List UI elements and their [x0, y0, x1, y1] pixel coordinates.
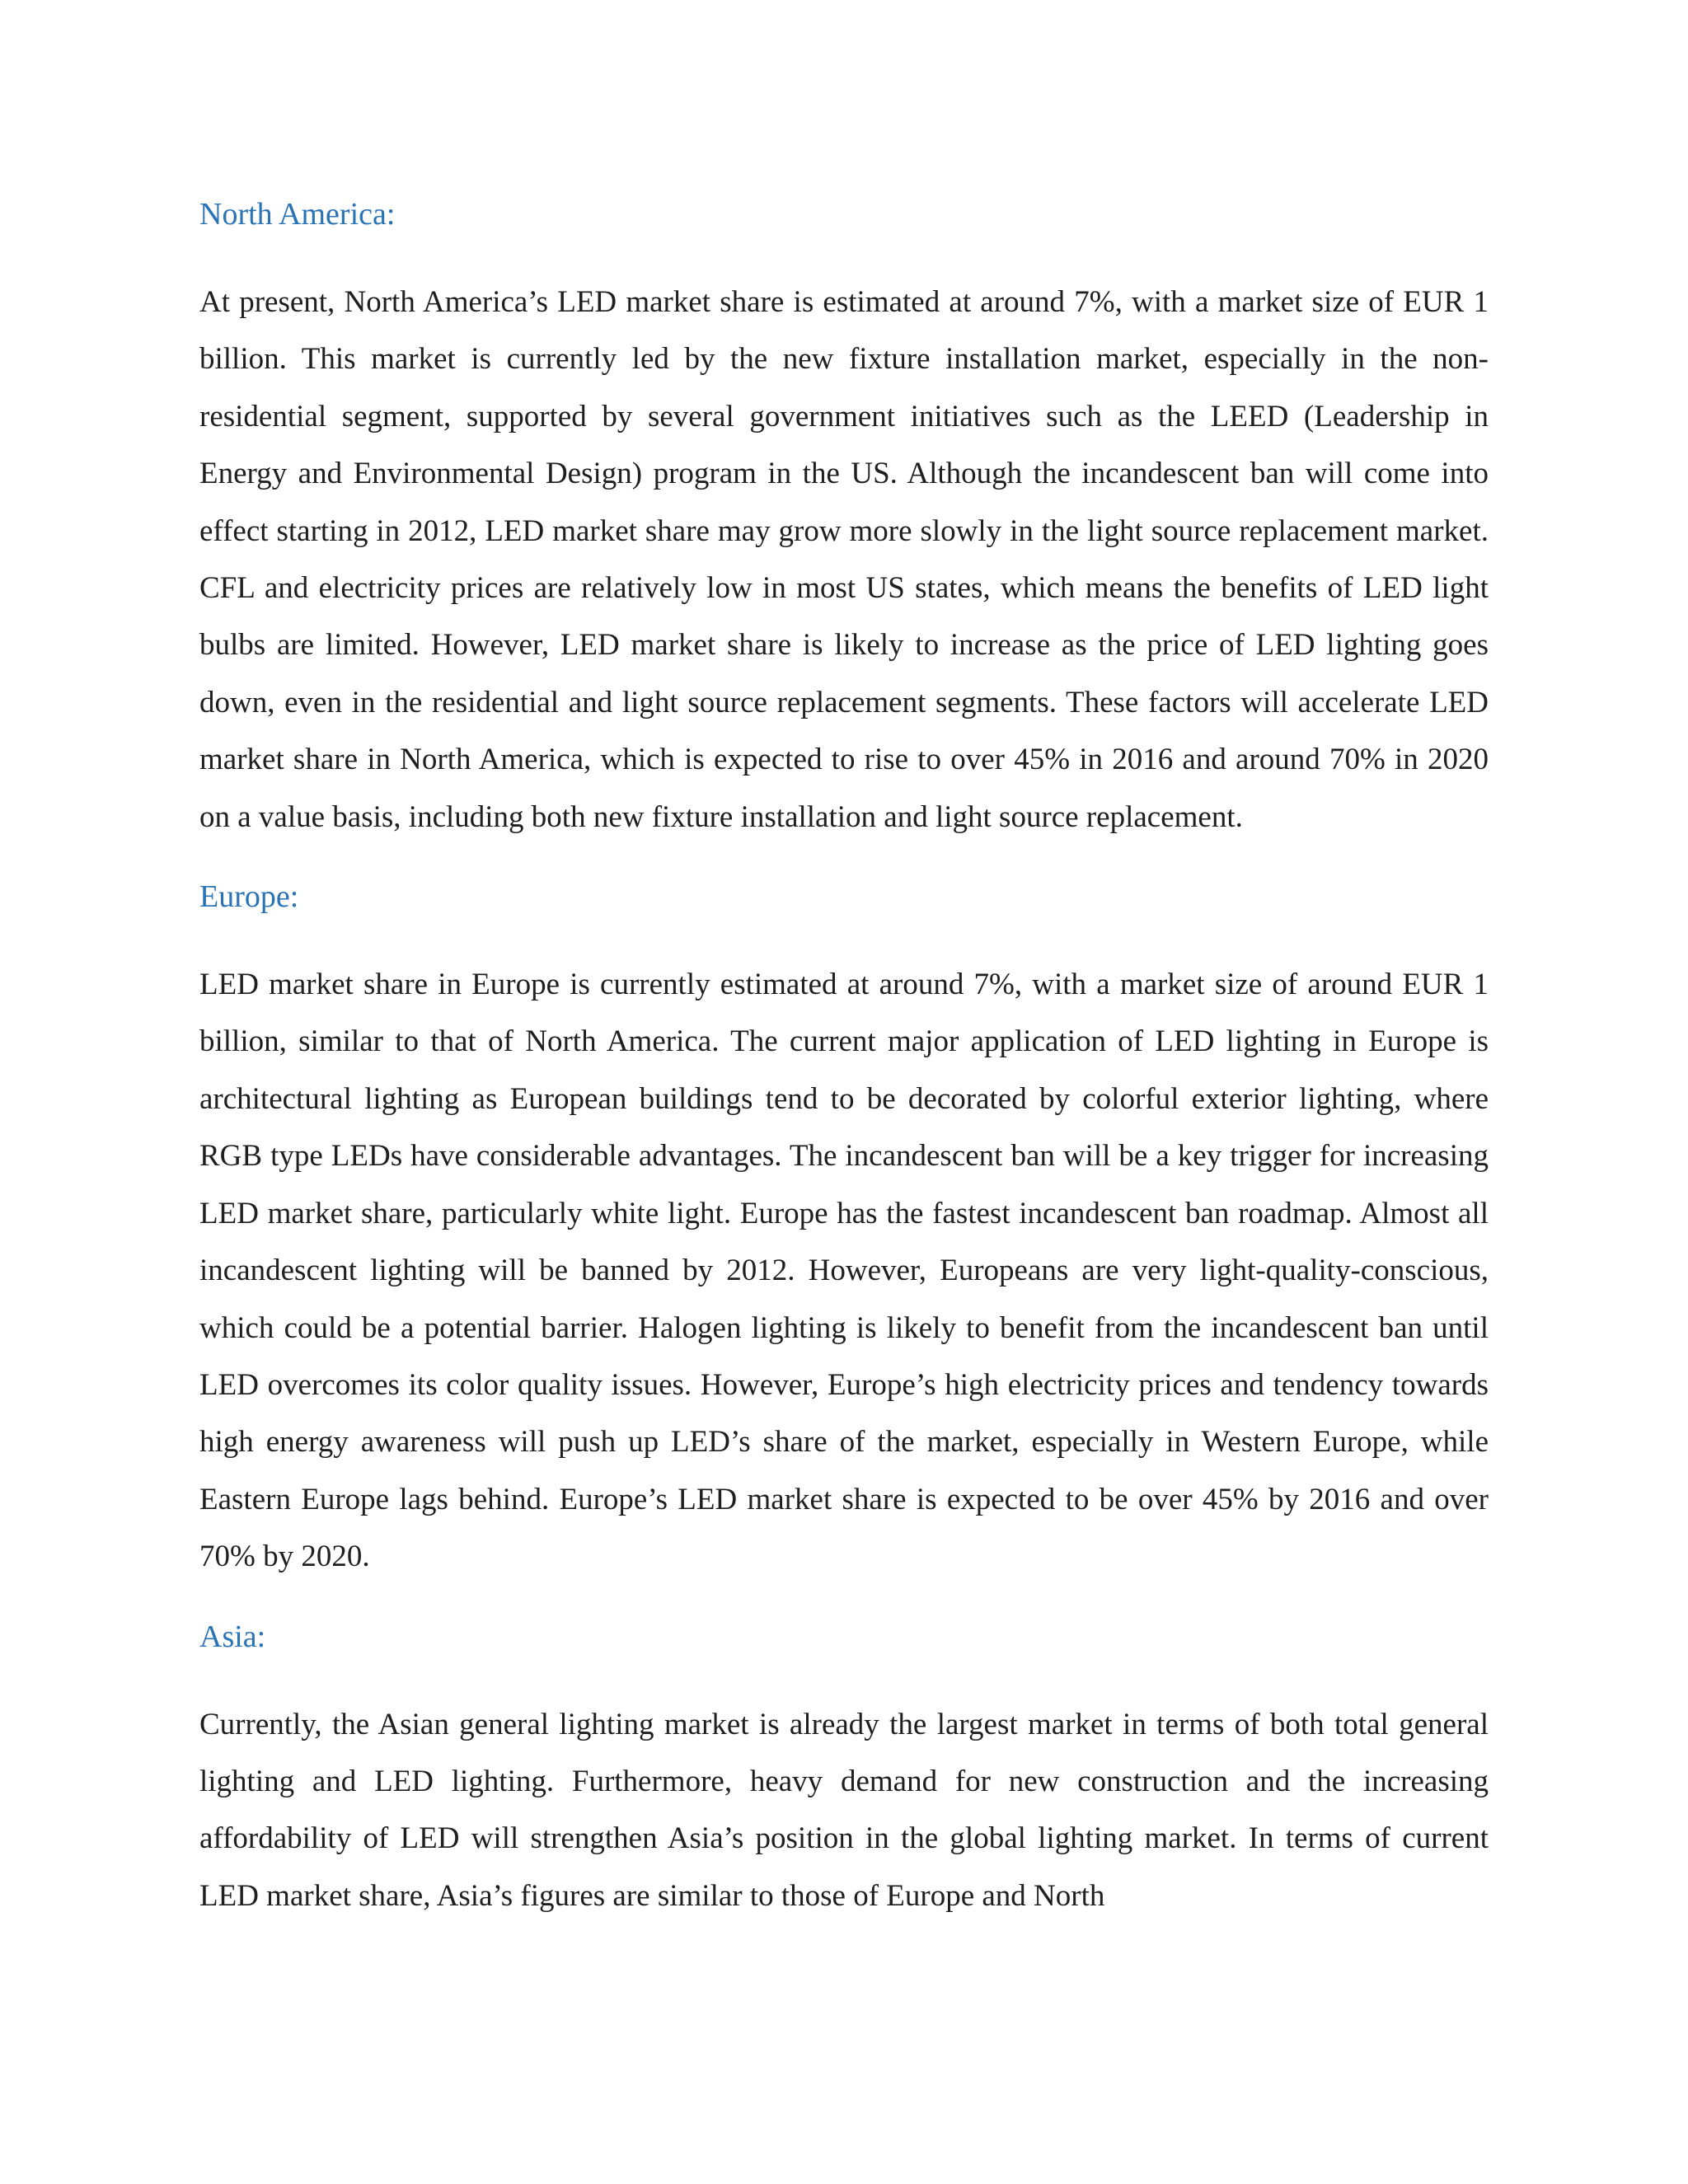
section-north-america	[199, 190, 1489, 846]
section-paragraph: Currently, the Asian general lighting market is already the largest market in terms of both total general lighting and LED lighting. Furthermore, heavy demand for new construction and the increasing affordability of LED will strengthen Asia’s position in the global lighting market. In terms of current LED market share, Asia’s figures are similar to those of Europe and North	[199, 1707, 1489, 1913]
section-heading: North America:	[199, 197, 396, 232]
section-paragraph: At present, North America’s LED market share is estimated at around 7%, with a market size of EUR 1 billion. This market is currently led by the new fixture installation market, especially in the non-residential segment, supported by several government initiatives such as the LEED (Leadership in Energy and Environmental Design) program in the US. Although the incandescent ban will come into effect starting in 2012, LED market share may grow more slowly in the light source replacement market. CFL and electricity prices are relatively low in most US states, which means the benefits of LED light bulbs are limited. However, LED market share is likely to increase as the price of LED lighting goes down, even in the residential and light source replacement segments. These factors will accelerate LED market share in North America, which is expected to rise to over 45% in 2016 and around 70% in 2020 on a value basis, including both new fixture installation and light source replacement.	[199, 285, 1489, 834]
section-paragraph: LED market share in Europe is currently estimated at around 7%, with a market size of around EUR 1 billion, similar to that of North America. The current major application of LED lighting in Europe is architectural lighting as European buildings tend to be decorated by colorful exterior lighting, where RGB type LEDs have considerable advantages. The incandescent ban will be a key trigger for increasing LED market share, particularly white light. Europe has the fastest incandescent ban roadmap. Almost all incandescent lighting will be banned by 2012. However, Europeans are very light-quality-conscious, which could be a potential barrier. Halogen lighting is likely to benefit from the incandescent ban until LED overcomes its color quality issues. However, Europe’s high electricity prices and tendency towards high energy awareness will push up LED’s share of the market, especially in Western Europe, while Eastern Europe lags behind. Europe’s LED market share is expected to be over 45% by 2016 and over 70% by 2020.	[199, 968, 1489, 1574]
section-heading: Europe:	[199, 879, 299, 915]
section-europe	[199, 872, 1489, 1585]
section-asia	[199, 1612, 1489, 1925]
section-heading: Asia:	[199, 1619, 266, 1654]
